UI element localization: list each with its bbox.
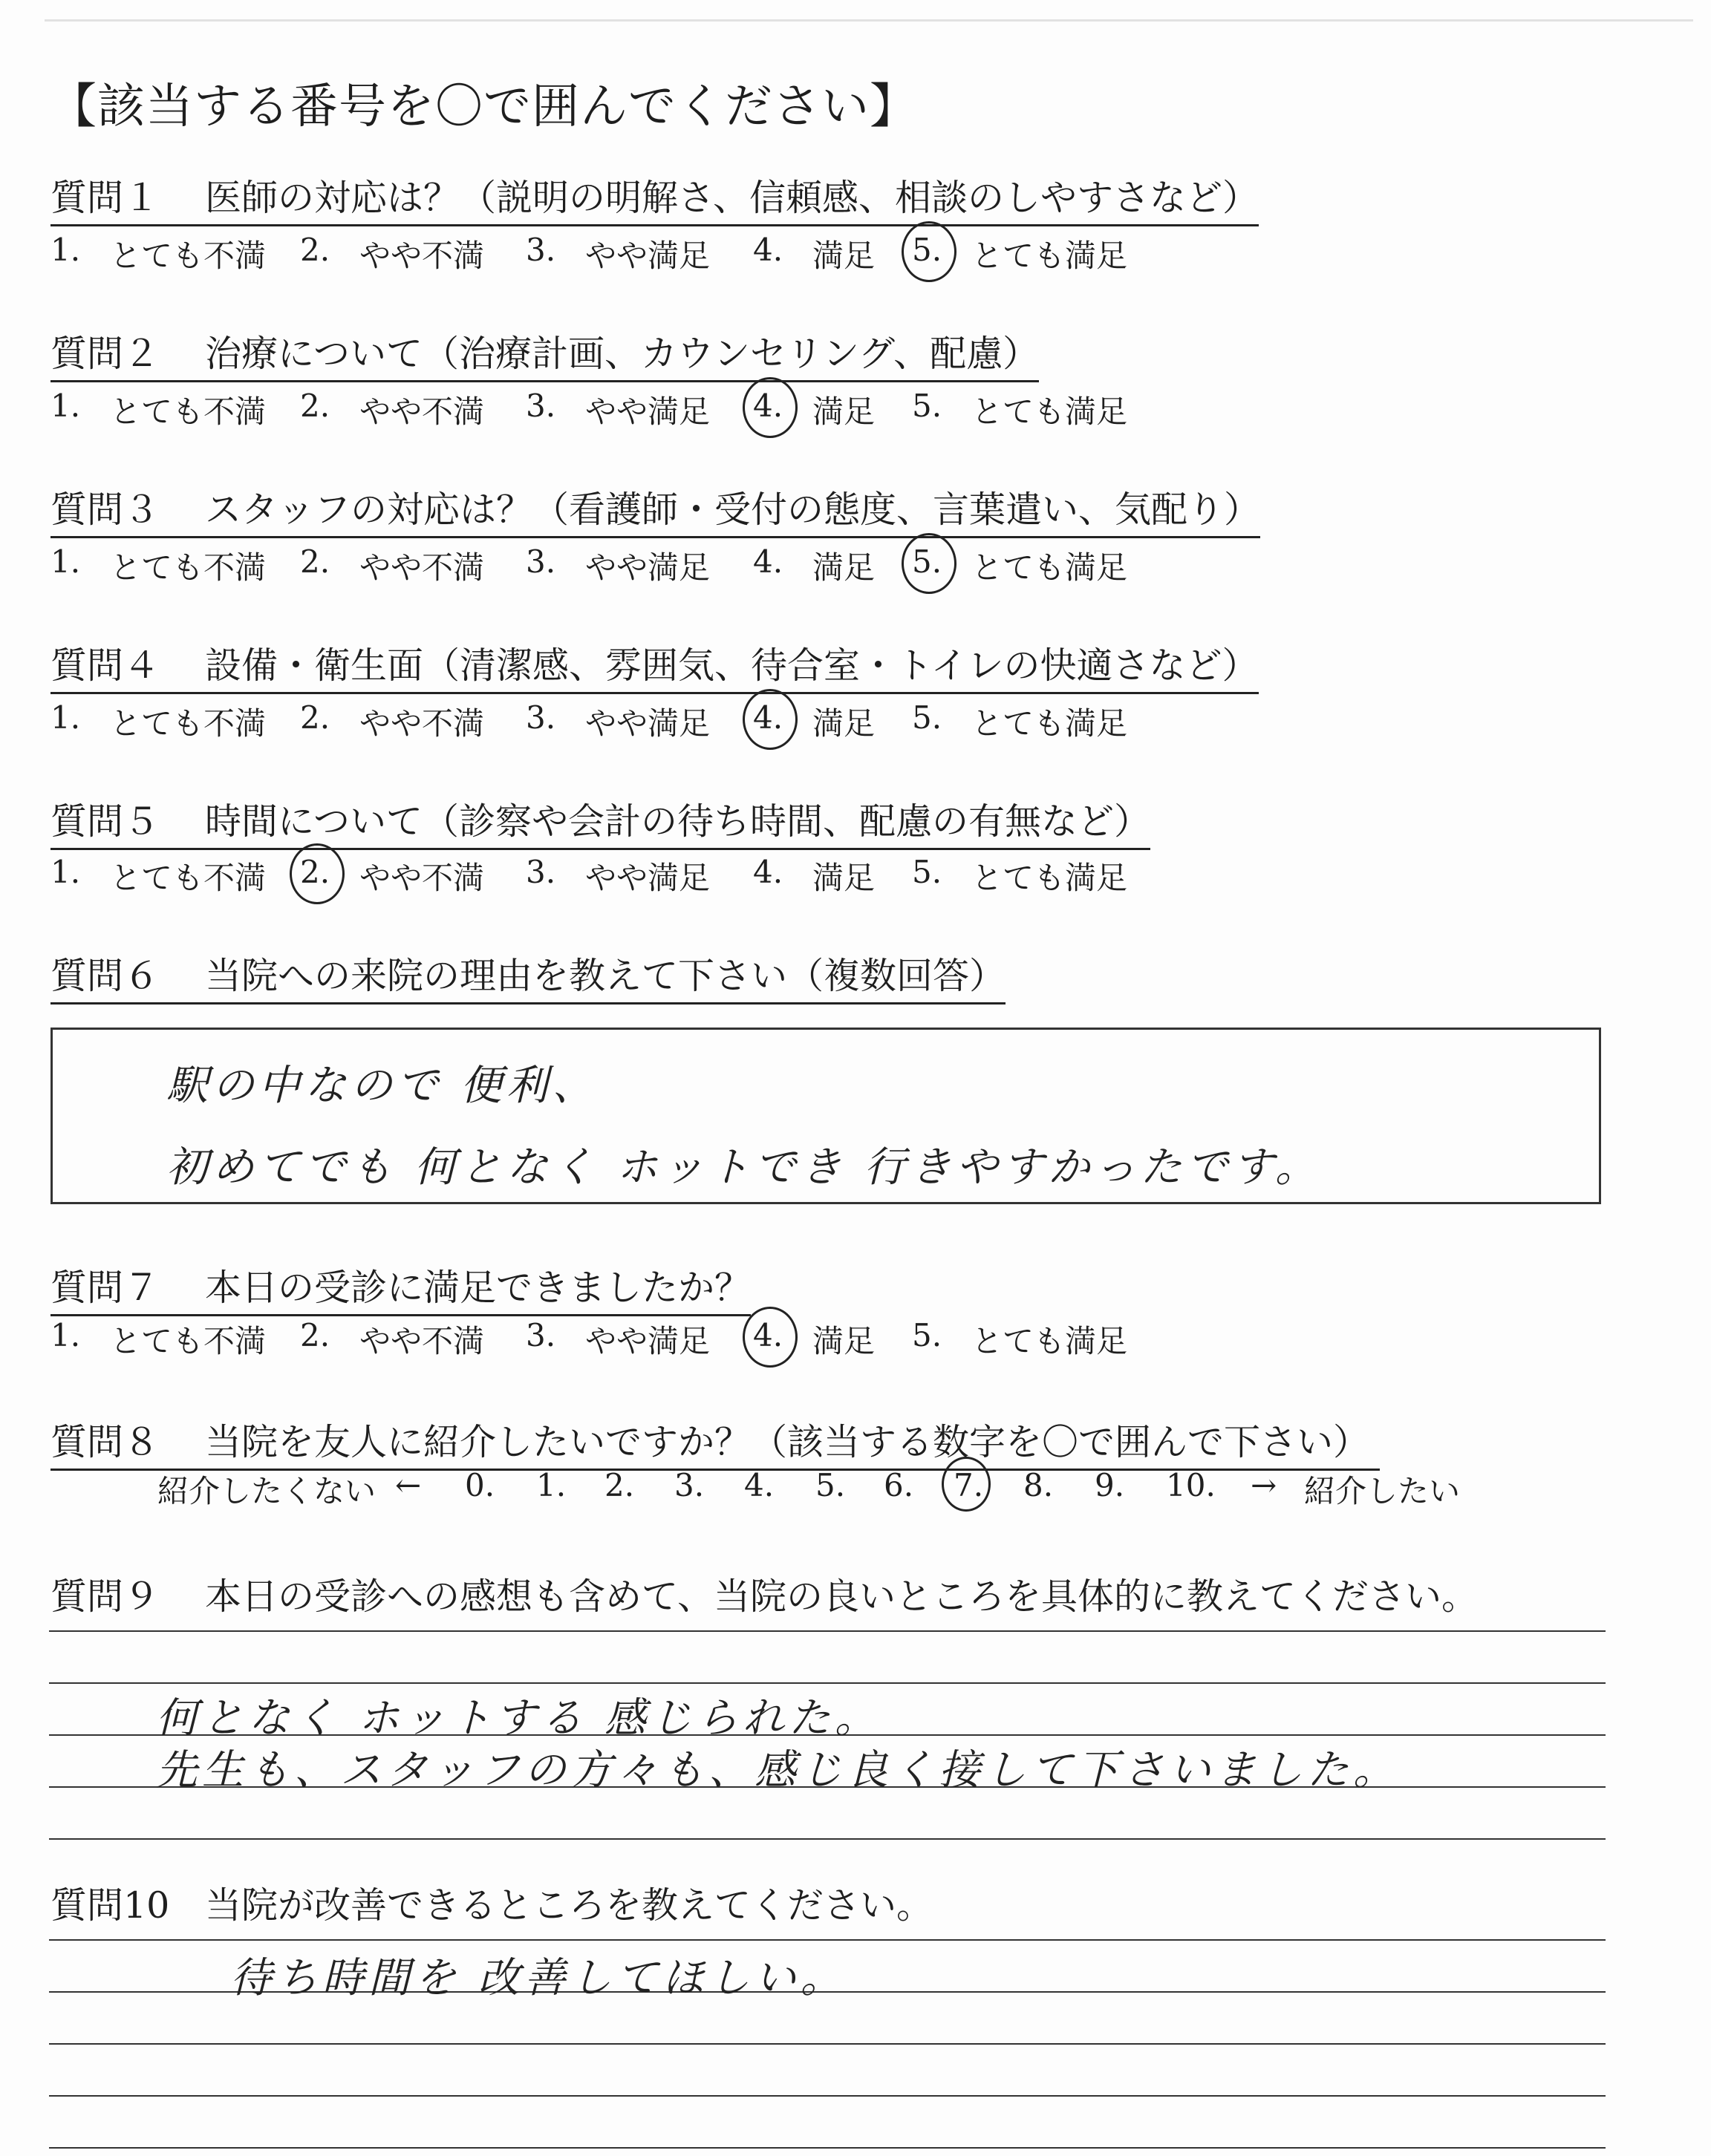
question-7-options-item-1: 1. bbox=[50, 1317, 81, 1353]
question-8-right-label: 紹介したい bbox=[1304, 1473, 1461, 1509]
question-7-options-item-10: とても満足 bbox=[971, 1323, 1128, 1359]
question-8-scale-number: 1. bbox=[536, 1467, 567, 1503]
question-2-options-item-7: 4. bbox=[753, 388, 783, 424]
question-8-scale-number: 8. bbox=[1023, 1467, 1054, 1503]
question-3-options-item-4: やや不満 bbox=[359, 549, 485, 586]
question-8-scale-number: 10. bbox=[1166, 1467, 1216, 1503]
question-4-options-item-7: 4. bbox=[753, 699, 783, 736]
question-3-options-item-8: 満足 bbox=[812, 549, 876, 586]
question-1-text: 医師の対応は？（説明の明解さ、信頼感、相談のしやすさなど） bbox=[205, 177, 1259, 219]
question-5-options-item-7: 4. bbox=[753, 854, 783, 890]
question-8-scale-number: 6. bbox=[884, 1467, 914, 1503]
question-1 bbox=[50, 169, 1259, 226]
question-3-number: 質問３ bbox=[50, 489, 160, 531]
question-2-options-item-4: やや不満 bbox=[359, 393, 485, 430]
question-2 bbox=[50, 325, 1039, 382]
question-5-options-item-8: 満足 bbox=[812, 860, 876, 896]
question-10-number: 質問10 bbox=[50, 1884, 170, 1927]
question-2-number: 質問２ bbox=[50, 333, 160, 375]
question-8-scale-number: 5. bbox=[815, 1467, 846, 1503]
question-3-options-item-6: やや満足 bbox=[585, 549, 711, 586]
question-4-options-item-1: 1. bbox=[50, 699, 81, 736]
question-10-rule-3 bbox=[49, 2043, 1606, 2045]
question-6-number: 質問６ bbox=[50, 955, 160, 997]
question-8-selection-circle bbox=[942, 1457, 991, 1512]
question-10-text: 当院が改善できるところを教えてください。 bbox=[205, 1884, 933, 1927]
question-4-options-item-5: 3. bbox=[526, 699, 556, 736]
question-4-options-selection-circle bbox=[743, 689, 798, 750]
question-9-answer-line-1: 何となく ホットする 感じられた。 bbox=[156, 1694, 881, 1742]
question-9-rule-5 bbox=[49, 1838, 1606, 1840]
question-5 bbox=[50, 793, 1150, 850]
question-4-options-item-3: 2. bbox=[300, 699, 330, 736]
question-6-text: 当院への来院の理由を教えて下さい（複数回答） bbox=[205, 955, 1006, 997]
question-6-answer-line-1: 駅の中なので 便利、 bbox=[166, 1062, 599, 1110]
question-1-options-item-4: やや不満 bbox=[359, 238, 485, 274]
question-4-text: 設備・衛生面（清潔感、雰囲気、待合室・トイレの快適さなど） bbox=[205, 644, 1259, 687]
question-7-options-selection-circle bbox=[743, 1307, 798, 1368]
question-7-number: 質問７ bbox=[50, 1267, 160, 1309]
question-8-scale-number: 7. bbox=[954, 1467, 984, 1503]
question-2-text: 治療について（治療計画、カウンセリング、配慮） bbox=[205, 333, 1040, 375]
question-5-options-item-1: 1. bbox=[50, 854, 81, 890]
question-8-scale-number: 3. bbox=[674, 1467, 705, 1503]
question-7-text: 本日の受診に満足できましたか？ bbox=[205, 1267, 752, 1309]
question-10-rule-5 bbox=[49, 2147, 1606, 2149]
question-4 bbox=[50, 637, 1259, 694]
question-7-options-item-8: 満足 bbox=[812, 1323, 876, 1359]
question-1-number: 質問１ bbox=[50, 177, 160, 219]
question-4-options-item-4: やや不満 bbox=[359, 705, 485, 742]
question-8-scale-number: 2. bbox=[604, 1467, 635, 1503]
question-8-number: 質問８ bbox=[50, 1421, 160, 1463]
question-7-options-item-2: とても不満 bbox=[110, 1323, 267, 1359]
question-7-options-item-7: 4. bbox=[753, 1317, 783, 1353]
question-10-answer-line-1: 待ち時間を 改善してほしい。 bbox=[230, 1954, 847, 2002]
question-2-options-item-3: 2. bbox=[300, 388, 330, 424]
question-5-options-item-10: とても満足 bbox=[971, 860, 1128, 896]
question-1-options-item-9: 5. bbox=[912, 232, 942, 268]
question-3-text: スタッフの対応は？（看護師・受付の態度、言葉遣い、気配り） bbox=[205, 489, 1261, 531]
question-1-options-item-1: 1. bbox=[50, 232, 81, 268]
question-3-options-item-7: 4. bbox=[753, 543, 783, 580]
question-2-options-item-2: とても不満 bbox=[110, 393, 267, 430]
question-5-options-item-4: やや不満 bbox=[359, 860, 485, 896]
question-1-options-item-5: 3. bbox=[526, 232, 556, 268]
question-2-options-selection-circle bbox=[743, 377, 798, 438]
question-3-options-item-3: 2. bbox=[300, 543, 330, 580]
question-9-rule-1 bbox=[49, 1630, 1606, 1632]
question-10-rule-4 bbox=[49, 2095, 1606, 2097]
question-3-options-item-9: 5. bbox=[912, 543, 942, 580]
question-7-options-item-5: 3. bbox=[526, 1317, 556, 1353]
question-5-options-item-5: 3. bbox=[526, 854, 556, 890]
question-2-options-item-5: 3. bbox=[526, 388, 556, 424]
question-2-options-item-8: 満足 bbox=[812, 393, 876, 430]
question-3 bbox=[50, 481, 1260, 538]
question-10 bbox=[50, 1877, 933, 1932]
question-4-options-item-6: やや満足 bbox=[585, 705, 711, 742]
question-1-options-item-3: 2. bbox=[300, 232, 330, 268]
question-5-options-item-2: とても不満 bbox=[110, 860, 267, 896]
question-4-options-item-8: 満足 bbox=[812, 705, 876, 742]
question-2-options-item-6: やや満足 bbox=[585, 393, 711, 430]
question-5-options-item-3: 2. bbox=[300, 854, 330, 890]
question-4-options-item-9: 5. bbox=[912, 699, 942, 736]
question-5-options-item-6: やや満足 bbox=[585, 860, 711, 896]
instruction-header: 【該当する番号を〇で囲んでください】 bbox=[49, 79, 918, 134]
question-5-options-selection-circle bbox=[290, 843, 345, 904]
question-4-options-item-2: とても不満 bbox=[110, 705, 267, 742]
question-9-rule-2 bbox=[49, 1682, 1606, 1684]
question-5-number: 質問５ bbox=[50, 800, 160, 843]
question-7-options-item-9: 5. bbox=[912, 1317, 942, 1353]
question-8-text: 当院を友人に紹介したいですか？（該当する数字を〇で囲んで下さい） bbox=[205, 1421, 1370, 1463]
question-9-number: 質問９ bbox=[50, 1575, 160, 1618]
question-9-text: 本日の受診への感想も含めて、当院の良いところを具体的に教えてください。 bbox=[205, 1575, 1479, 1618]
question-3-options-item-2: とても不満 bbox=[110, 549, 267, 586]
question-2-options-item-10: とても満足 bbox=[971, 393, 1128, 430]
question-1-options-item-2: とても不満 bbox=[110, 238, 267, 274]
question-7-options-item-4: やや不満 bbox=[359, 1323, 485, 1359]
question-1-options-item-8: 満足 bbox=[812, 238, 876, 274]
question-4-options-item-10: とても満足 bbox=[971, 705, 1128, 742]
question-5-options-item-9: 5. bbox=[912, 854, 942, 890]
question-1-options-selection-circle bbox=[902, 221, 956, 282]
question-1-options-item-6: やや満足 bbox=[585, 238, 711, 274]
question-8-left-label: 紹介したくない bbox=[157, 1473, 377, 1509]
question-5-text: 時間について（診察や会計の待ち時間、配慮の有無など） bbox=[205, 800, 1151, 843]
question-7-options-item-6: やや満足 bbox=[585, 1323, 711, 1359]
question-8-scale-number: 4. bbox=[744, 1467, 775, 1503]
question-4-number: 質問４ bbox=[50, 644, 160, 687]
top-border bbox=[45, 19, 1693, 22]
question-8-left-arrow: ← bbox=[395, 1467, 422, 1503]
question-3-options-item-1: 1. bbox=[50, 543, 81, 580]
question-6-answer-line-2: 初めてでも 何となく ホットでき 行きやすかったです。 bbox=[166, 1143, 1321, 1192]
question-7 bbox=[50, 1259, 751, 1316]
question-3-options-selection-circle bbox=[902, 533, 956, 594]
question-8 bbox=[50, 1414, 1380, 1471]
question-9-answer-line-2: 先生も、スタッフの方々も、感じ良く接して下さいました。 bbox=[156, 1746, 1399, 1794]
question-2-options-item-1: 1. bbox=[50, 388, 81, 424]
question-7-options-item-3: 2. bbox=[300, 1317, 330, 1353]
question-6 bbox=[50, 947, 1006, 1004]
question-1-options-item-10: とても満足 bbox=[971, 238, 1128, 274]
question-8-scale-number: 0. bbox=[465, 1467, 495, 1503]
question-3-options-item-10: とても満足 bbox=[971, 549, 1128, 586]
question-8-right-arrow: → bbox=[1251, 1467, 1277, 1503]
question-10-rule-1 bbox=[49, 1939, 1606, 1941]
question-2-options-item-9: 5. bbox=[912, 388, 942, 424]
question-9 bbox=[50, 1568, 1478, 1623]
question-8-scale-number: 9. bbox=[1095, 1467, 1125, 1503]
question-1-options-item-7: 4. bbox=[753, 232, 783, 268]
question-3-options-item-5: 3. bbox=[526, 543, 556, 580]
